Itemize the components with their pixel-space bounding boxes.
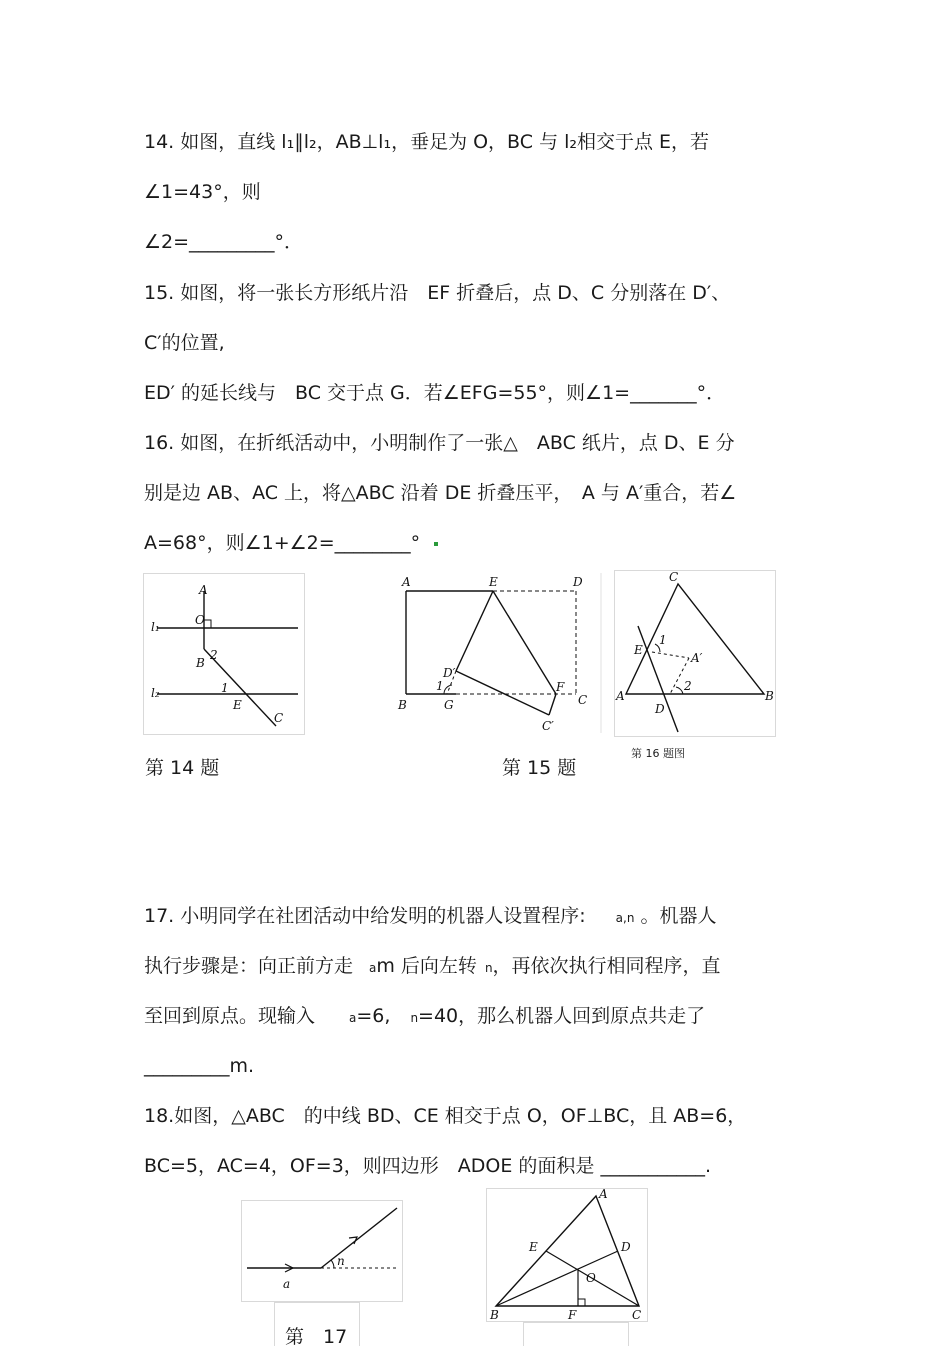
q14-line-2: ∠1=43°，则 [144, 181, 261, 203]
green-dot-icon [434, 542, 438, 546]
segment-ED-prime [456, 591, 493, 671]
label-angle-1: 1 [221, 681, 229, 695]
angle-1-arc [444, 685, 452, 694]
figure-14-caption: 第 14 题 [145, 757, 220, 779]
label-angle-1: 1 [436, 679, 444, 693]
label-F: F [568, 1308, 577, 1322]
label-E: E [634, 643, 643, 657]
segment-C-prime-F [549, 694, 556, 715]
q17-var-n: n [484, 961, 493, 975]
segment-D-prime-C-prime [456, 671, 549, 715]
label-A: A [616, 689, 625, 703]
label-l2: l₂ [151, 686, 160, 700]
figure-16-caption: 第 16 题图 [631, 747, 685, 760]
q17-line-4: _________m. [144, 1055, 255, 1077]
q18-line-1: 18.如图，△ABC 的中线 BD、CE 相交于点 O，OF⊥BC，且 AB=6， [144, 1105, 747, 1127]
q17-line-2b: m 后向左转 [376, 955, 477, 977]
label-a: a [283, 1277, 291, 1291]
label-l1: l₁ [151, 620, 160, 634]
q17-line-3b: =6, [356, 1005, 391, 1027]
label-C: C [632, 1308, 642, 1322]
figure-17 [241, 1200, 403, 1300]
label-B: B [196, 656, 205, 670]
figure-15-caption: 第 15 题 [502, 757, 577, 779]
label-C-prime: C′ [542, 719, 554, 733]
label-angle-2: 2 [684, 679, 692, 693]
figure-17-diagram [241, 1200, 403, 1300]
q17-line-2 [144, 954, 721, 980]
label-B: B [490, 1308, 499, 1322]
label-C: C [669, 570, 679, 584]
label-B: B [398, 698, 407, 712]
fold-line-DE [638, 626, 678, 732]
label-E: E [529, 1240, 538, 1254]
label-C: C [274, 711, 284, 725]
figure-14 [143, 573, 303, 733]
label-D-prime: D′ [443, 666, 456, 680]
q16-line-1: 16. 如图，在折纸活动中，小明制作了一张△ ABC 纸片，点 D、E 分 [144, 432, 735, 454]
q16-line-2: 别是边 AB、AC 上，将△ABC 沿着 DE 折叠压平， A 与 A′重合，若∠ [144, 482, 737, 504]
q16-line-3 [144, 531, 438, 555]
label-A: A [402, 575, 411, 589]
q17-line-3c: =40，那么机器人回到原点共走了 [418, 1005, 706, 1027]
label-D: D [655, 702, 665, 716]
label-B: B [765, 689, 774, 703]
figure-18 [486, 1188, 648, 1323]
angle-n-arc [331, 1260, 334, 1268]
figure-18-diagram [486, 1188, 648, 1323]
label-angle-2: 2 [210, 648, 218, 662]
q14-line-3: ∠2=_________°． [144, 231, 304, 253]
q17-program-code: a,n [615, 911, 635, 925]
label-n: n [337, 1254, 345, 1268]
label-C: C [578, 693, 588, 707]
path-turned [321, 1208, 397, 1268]
figure-18-caption-frame [523, 1322, 629, 1346]
label-F: F [556, 680, 565, 694]
label-A: A [199, 583, 208, 597]
label-O: O [195, 613, 205, 627]
q15-line-3: ED′ 的延长线与 BC 交于点 G．若∠EFG=55°，则∠1=_______°． [144, 382, 726, 404]
q16-line-3-text: A=68°，则∠1+∠2=________° [144, 532, 421, 554]
q15-line-1: 15. 如图，将一张长方形纸片沿 EF 折叠后，点 D、C 分别落在 D′、 [144, 282, 731, 304]
q14-line-1: 14. 如图，直线 l₁∥l₂，AB⊥l₁，垂足为 O，BC 与 l₂相交于点 E，若 [144, 131, 710, 153]
label-D: D [621, 1240, 631, 1254]
q17-line-2a: 执行步骤是：向正前方走 [144, 955, 354, 977]
label-angle-1: 1 [659, 633, 667, 647]
angle-2-arc [676, 687, 683, 694]
label-E: E [233, 698, 242, 712]
figure-15-diagram [394, 573, 606, 738]
q17-line-3a: 至回到原点。现输入 [144, 1005, 316, 1027]
q17-input-n: n [410, 1011, 419, 1025]
figure-16-diagram [614, 570, 776, 735]
q17-var-a: a [369, 961, 377, 975]
right-angle-mark [204, 620, 211, 628]
q17-line-1-text: 17. 小明同学在社团活动中给发明的机器人设置程序: [144, 905, 586, 927]
q17-input-a: a [349, 1011, 357, 1025]
label-D: D [573, 575, 583, 589]
figure-15 [394, 573, 606, 738]
q17-line-3 [144, 1004, 705, 1030]
dashed-EA-prime [652, 652, 689, 658]
q17-line-1-end: 。机器人 [640, 905, 717, 927]
label-E: E [489, 575, 498, 589]
q17-line-2c: ，再依次执行相同程序，直 [492, 955, 721, 977]
triangle-ABC [626, 584, 764, 694]
figure-17-caption: 第 17 [285, 1326, 348, 1348]
figure-14-diagram [143, 573, 303, 733]
right-angle-mark [578, 1299, 585, 1306]
q15-line-2: C′的位置, [144, 332, 225, 354]
label-A: A [599, 1188, 608, 1201]
q17-line-1 [144, 904, 716, 930]
label-G: G [444, 698, 454, 712]
label-A-prime: A′ [691, 651, 703, 665]
median-BD [496, 1251, 618, 1306]
label-O: O [586, 1271, 596, 1285]
fold-EF [493, 591, 556, 694]
q18-line-2: BC=5，AC=4，OF=3，则四边形 ADOE 的面积是 ___________. [144, 1155, 712, 1177]
figure-16 [614, 570, 776, 735]
